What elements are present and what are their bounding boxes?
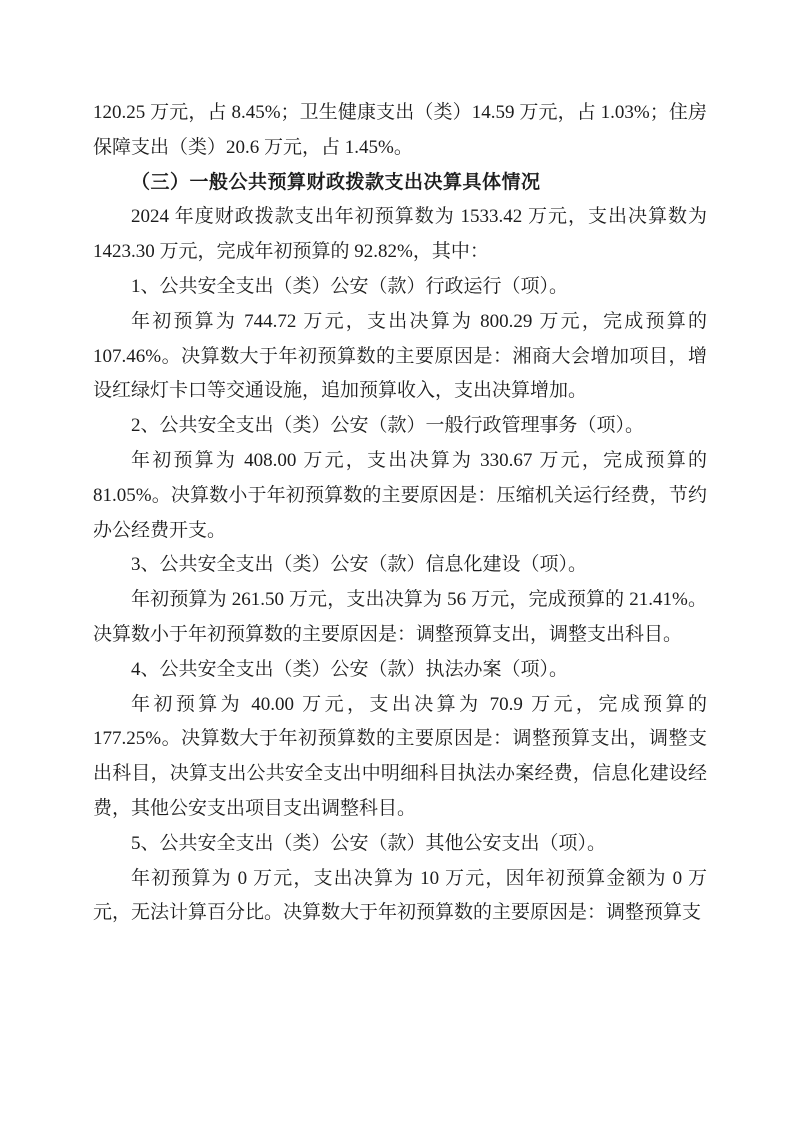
paragraph-item-5-detail: 年初预算为 0 万元，支出决算为 10 万元，因年初预算金额为 0 万元，无法计算百分比。决算数大于年初预算数的主要原因是：调整预算支	[93, 867, 707, 924]
paragraph-overview: 2024 年度财政拨款支出年初预算数为 1533.42 万元，支出决算数为 1423.30 万元，完成年初预算的 92.82%，其中：	[93, 206, 707, 263]
paragraph-item-3-title: 3、公共安全支出（类）公安（款）信息化建设（项）。	[131, 554, 588, 576]
paragraph-item-3-detail: 年初预算为 261.50 万元，支出决算为 56 万元，完成预算的 21.41%。决算数小于年初预算数的主要原因是：调整预算支出，调整支出科目。	[93, 589, 707, 645]
paragraph-item-4-detail: 年初预算为 40.00 万元，支出决算为 70.9 万元，完成预算的 177.25%。决算数大于年初预算数的主要原因是：调整预算支出，调整支出科目，决算支出公共安全支出中明细科目执法办案经费，信息化建设经费，其他公安支出项目支出调整科目。	[93, 693, 707, 819]
paragraph-continuation: 120.25 万元，占 8.45%；卫生健康支出（类）14.59 万元，占 1.03%；住房保障支出（类）20.6 万元，占 1.45%。	[93, 102, 707, 158]
paragraph-item-1-detail: 年初预算为 744.72 万元，支出决算为 800.29 万元，完成预算的 107.46%。决算数大于年初预算数的主要原因是：湘商大会增加项目，增设红绿灯卡口等交通设施，追加预算收入，支出决算增加。	[93, 310, 707, 402]
paragraph-item-4-title: 4、公共安全支出（类）公安（款）执法办案（项）。	[131, 658, 569, 680]
paragraph-item-1-title: 1、公共安全支出（类）公安（款）行政运行（项）。	[131, 275, 569, 297]
paragraph-item-5-title: 5、公共安全支出（类）公安（款）其他公安支出（项）。	[131, 832, 607, 854]
paragraph-item-2-title: 2、公共安全支出（类）公安（款）一般行政管理事务（项）。	[131, 415, 645, 437]
paragraph-item-2-detail: 年初预算为 408.00 万元，支出决算为 330.67 万元，完成预算的 81.05%。决算数小于年初预算数的主要原因是：压缩机关运行经费，节约办公经费开支。	[93, 449, 707, 541]
document-body	[93, 96, 707, 931]
section-heading: （三）一般公共预算财政拨款支出决算具体情况	[131, 171, 541, 193]
